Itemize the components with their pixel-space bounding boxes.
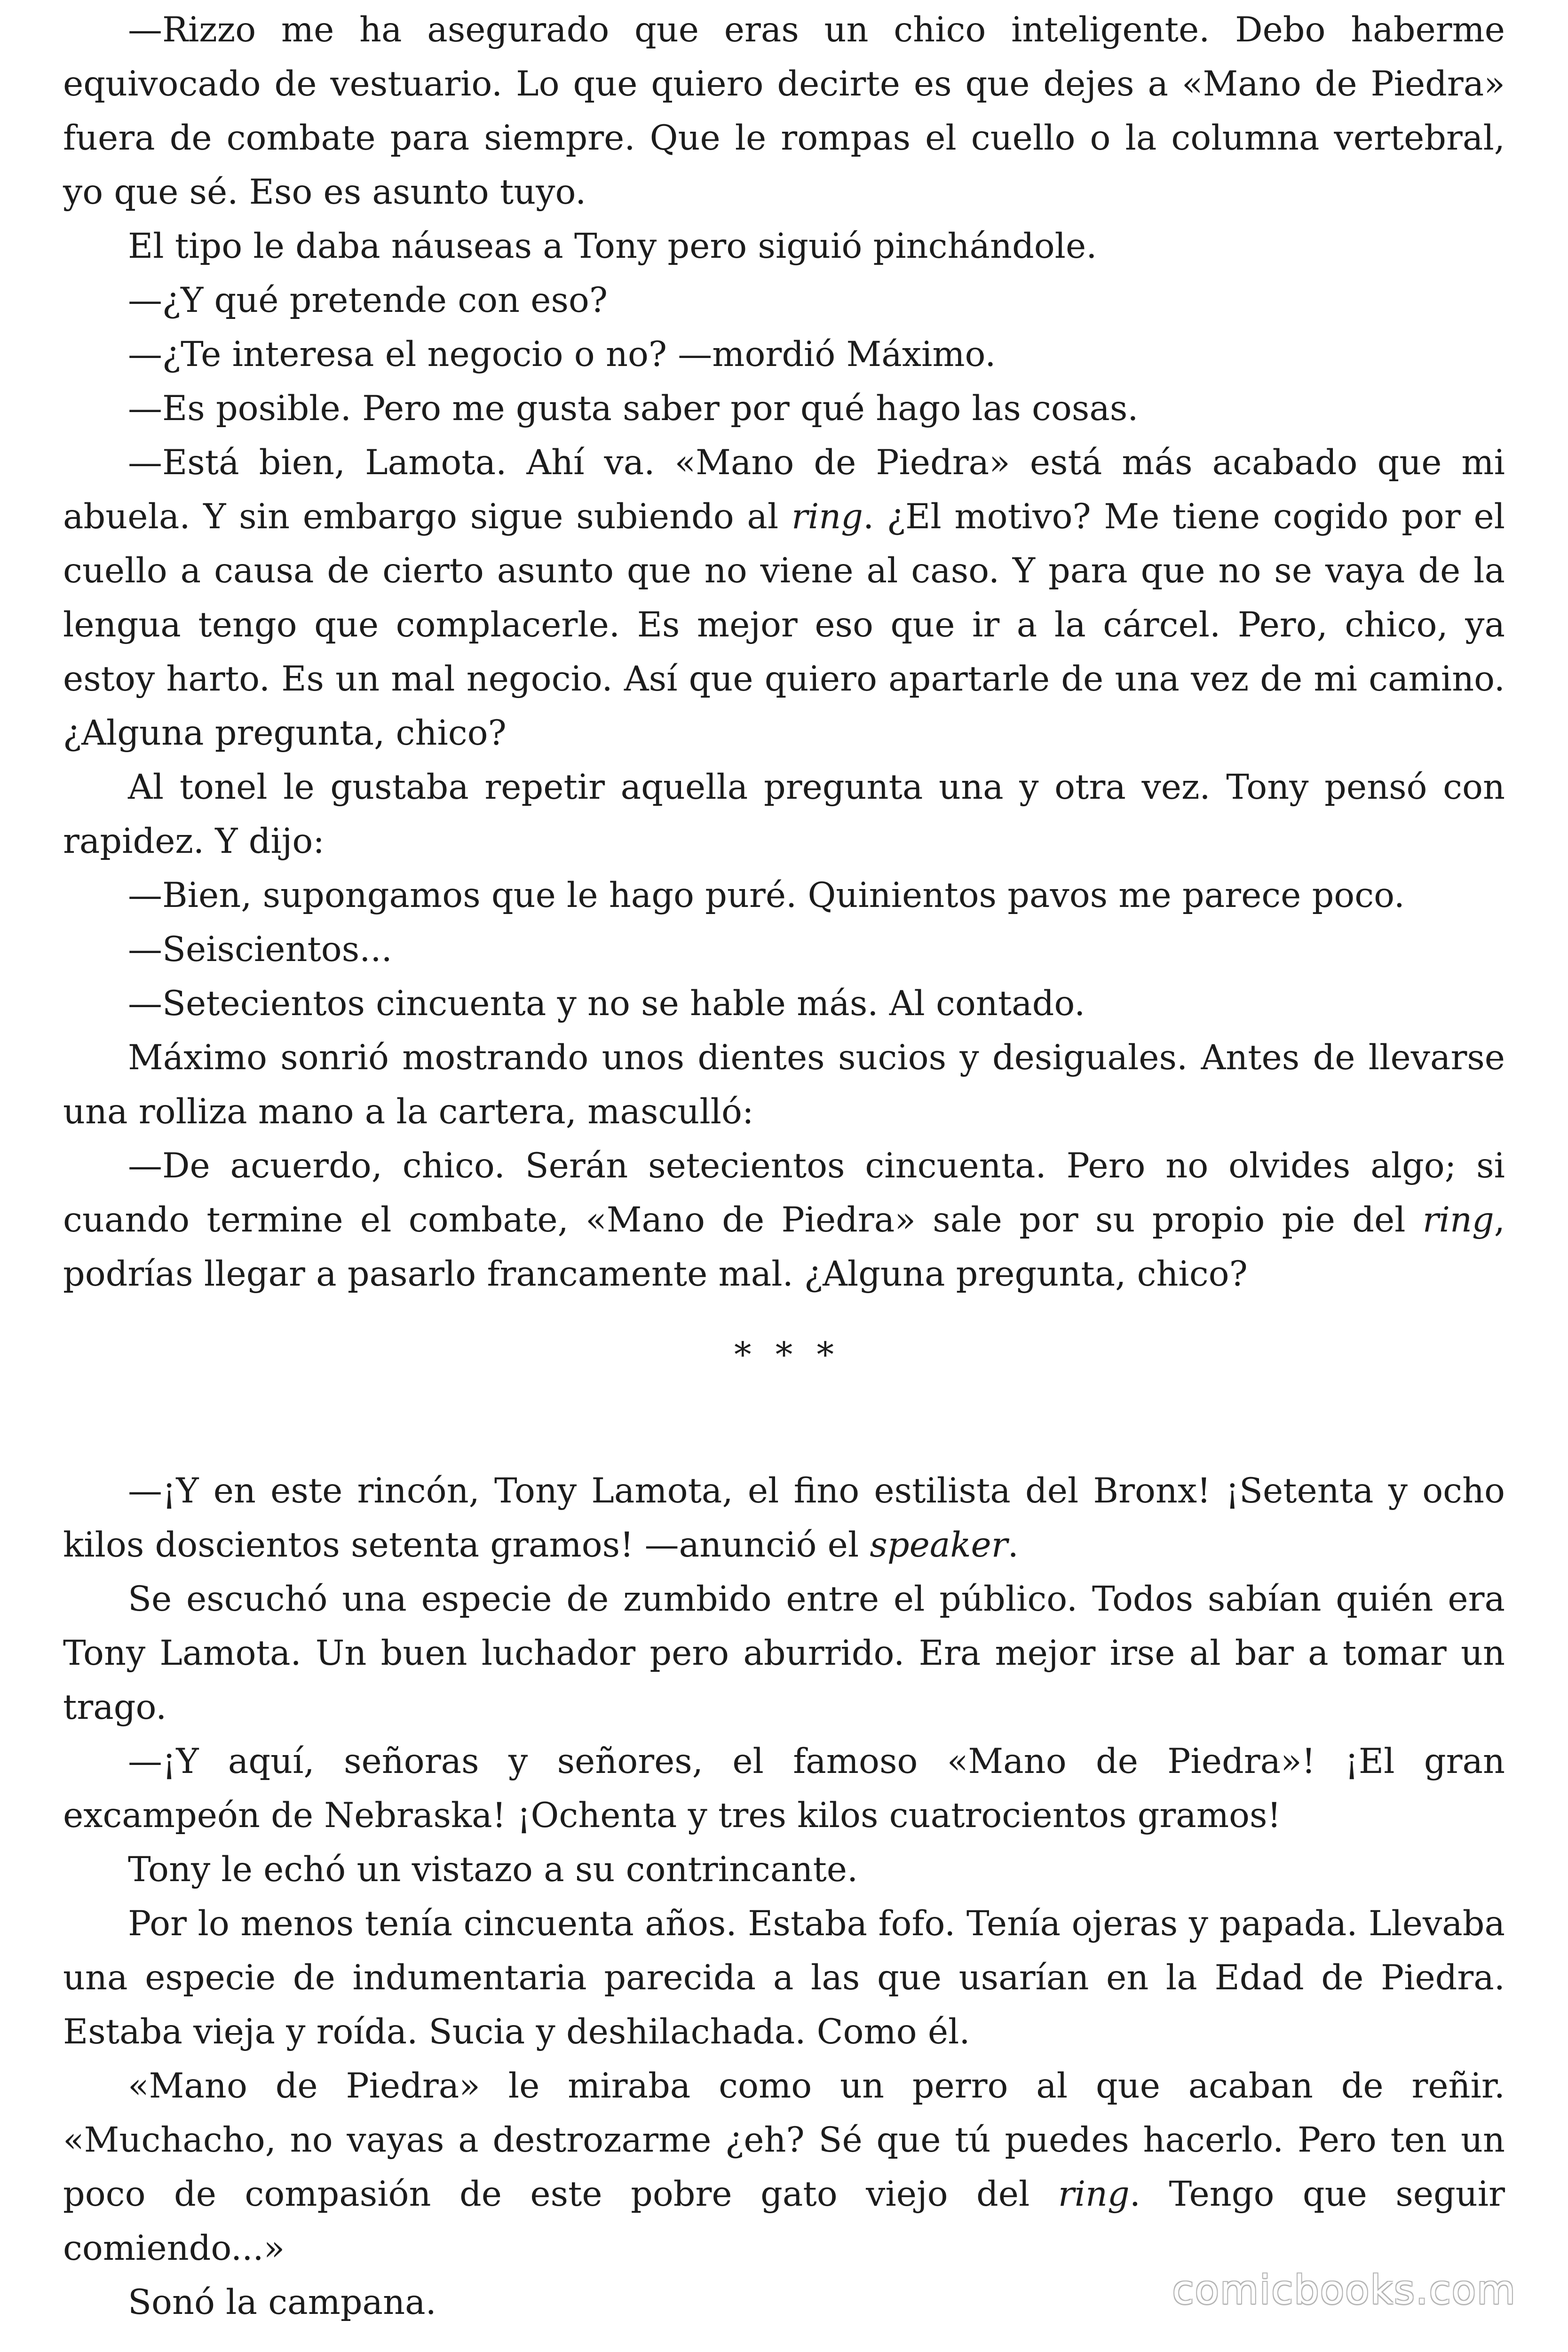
paragraph — [63, 3, 1505, 219]
paragraph — [63, 1843, 1505, 1897]
paragraph-text: . Tengo que seguir comiendo...» — [63, 2174, 1505, 2268]
paragraph — [63, 436, 1505, 760]
paragraph — [63, 381, 1505, 436]
italic-text: ring — [1058, 2174, 1130, 2214]
paragraph — [63, 2059, 1505, 2275]
paragraph-text: —Rizzo me ha asegurado que eras un chico inteligente. Debo haberme equivocado de vestuario. Lo que quiero decirte es que dejes a «Mano de Piedra» fuera de combate para siempre. Que le rompas el cuello o la columna vertebral, yo que sé. Eso es asunto tuyo. — [63, 10, 1505, 212]
paragraph-text: Se escuchó una especie de zumbido entre el público. Todos sabían quién era Tony Lamota. Un buen luchador pero aburrido. Era mejor irse al bar a tomar un trago. — [63, 1579, 1505, 1727]
paragraph-text: —¿Y qué pretende con eso? — [128, 280, 608, 320]
paragraph-text: Máximo sonrió mostrando unos dientes sucios y desiguales. Antes de llevarse una rolliza mano a la cartera, masculló: — [63, 1038, 1505, 1132]
italic-text: ring — [1422, 1200, 1494, 1240]
paragraph-text: —¿Te interesa el negocio o no? —mordió Máximo. — [128, 334, 996, 374]
paragraph — [63, 977, 1505, 1031]
paragraph — [63, 1139, 1505, 1301]
paragraph-text: Sonó la campana. — [128, 2282, 436, 2322]
paragraph-text: —Es posible. Pero me gusta saber por qué hago las cosas. — [128, 389, 1139, 429]
paragraph-text: , podrías llegar a pasarlo francamente mal. ¿Alguna pregunta, chico? — [63, 1200, 1505, 1294]
paragraph-text: —Setecientos cincuenta y no se hable más. Al contado. — [128, 984, 1085, 1024]
paragraph — [63, 219, 1505, 273]
text-section-after-break — [63, 1464, 1505, 2329]
paragraph — [63, 327, 1505, 381]
paragraph-text: —De acuerdo, chico. Serán setecientos cincuenta. Pero no olvides algo; si cuando termine el combate, «Mano de Piedra» sale por su propio pie del — [63, 1146, 1505, 1240]
scene-break-separator: * * * — [734, 1335, 840, 1375]
paragraph-text: Tony le echó un vistazo a su contrincante. — [128, 1850, 858, 1890]
paragraph-text: . ¿El motivo? Me tiene cogido por el cuello a causa de cierto asunto que no viene al caso. Y para que no se vaya de la lengua tengo que complacerle. Es mejor eso que ir a la cárcel. Pero, chico, ya estoy harto. Es un mal negocio. Así que quiero apartarle de una vez de mi camino. ¿Alguna pregunta, chico? — [63, 497, 1505, 753]
paragraph — [63, 760, 1505, 868]
italic-text: ring — [791, 497, 863, 537]
paragraph — [63, 1734, 1505, 1843]
paragraph-text: El tipo le daba náuseas a Tony pero siguió pinchándole. — [128, 226, 1097, 266]
text-section-before-break — [63, 3, 1505, 1301]
paragraph-text: . — [1007, 1525, 1019, 1565]
book-page — [63, 0, 1505, 2352]
italic-text: speaker — [870, 1525, 1008, 1565]
site-watermark: comicbooks.com — [1172, 2267, 1516, 2313]
paragraph — [63, 1897, 1505, 2059]
paragraph-text: —Bien, supongamos que le hago puré. Quinientos pavos me parece poco. — [128, 875, 1405, 915]
paragraph-text: —Seiscientos... — [128, 930, 392, 969]
paragraph-text: Por lo menos tenía cincuenta años. Estaba fofo. Tenía ojeras y papada. Llevaba una especie de indumentaria parecida a las que usarían en la Edad de Piedra. Estaba vieja y roída. Sucia y deshilachada. Como él. — [63, 1904, 1505, 2052]
paragraph-text: —¡Y en este rincón, Tony Lamota, el fino estilista del Bronx! ¡Setenta y ocho kilos doscientos setenta gramos! —anunció el — [63, 1471, 1505, 1565]
paragraph-text: Al tonel le gustaba repetir aquella pregunta una y otra vez. Tony pensó con rapidez. Y dijo: — [63, 767, 1505, 861]
paragraph — [63, 868, 1505, 922]
paragraph — [63, 1572, 1505, 1734]
paragraph-text: «Mano de Piedra» le miraba como un perro al que acaban de reñir. «Muchacho, no vayas a destrozarme ¿eh? Sé que tú puedes hacerlo. Pero ten un poco de compasión de este pobre gato viejo del — [63, 2066, 1505, 2214]
paragraph-text: —Está bien, Lamota. Ahí va. «Mano de Piedra» está más acabado que mi abuela. Y sin embargo sigue subiendo al — [63, 443, 1505, 537]
paragraph-text: —¡Y aquí, señoras y señores, el famoso «Mano de Piedra»! ¡El gran excampeón de Nebraska! ¡Ochenta y tres kilos cuatrocientos gramos! — [63, 1741, 1505, 1836]
paragraph — [63, 1464, 1505, 1572]
paragraph — [63, 273, 1505, 327]
paragraph — [63, 922, 1505, 977]
paragraph — [63, 1031, 1505, 1139]
